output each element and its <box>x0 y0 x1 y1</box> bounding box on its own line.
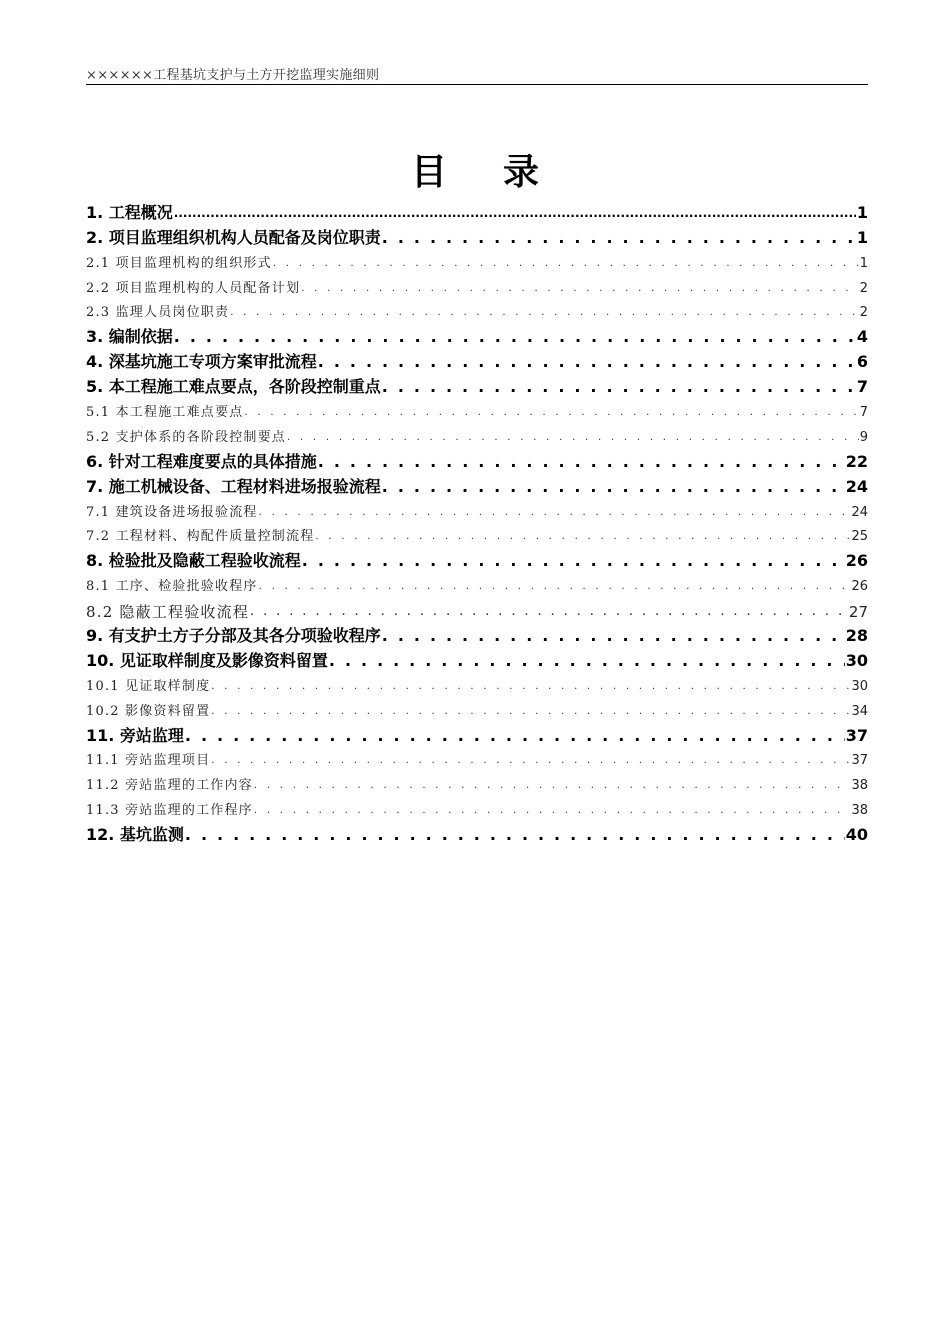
toc-entry-label: 7.2 工程材料、构配件质量控制流程 <box>86 529 315 545</box>
toc-dot-leader <box>185 726 845 746</box>
toc-page-number: 6 <box>856 352 868 372</box>
toc-entry-chapter[interactable] <box>86 820 868 845</box>
toc-page-number: 30 <box>845 650 868 670</box>
header-divider <box>86 84 868 85</box>
toc-page-number: 9 <box>859 429 868 445</box>
toc-dot-leader <box>211 751 850 770</box>
toc-entry-label: 2.3 监理人员岗位职责 <box>86 305 230 321</box>
toc-dot-leader <box>382 626 845 646</box>
toc-page-number: 38 <box>851 778 868 794</box>
toc-entry-label: 8.1 工序、检验批验收程序 <box>86 579 258 595</box>
toc-dot-leader <box>301 279 859 298</box>
toc-entry-label: 11.1 旁站监理项目 <box>86 753 211 769</box>
toc-entry-label: 8.2 隐蔽工程验收流程 <box>86 603 250 622</box>
toc-entry-label: 7.1 建筑设备进场报验流程 <box>86 504 258 520</box>
toc-page-number: 37 <box>845 725 868 745</box>
table-of-contents <box>86 198 868 845</box>
toc-dot-leader <box>259 503 851 522</box>
toc-page-number: 34 <box>851 703 868 719</box>
toc-entry-chapter[interactable] <box>86 223 868 248</box>
toc-entry-section[interactable] <box>86 746 868 771</box>
toc-entry-section[interactable] <box>86 422 868 447</box>
toc-dot-leader <box>230 303 859 322</box>
toc-dot-leader <box>211 677 850 696</box>
toc-entry-section[interactable] <box>86 248 868 273</box>
toc-entry-chapter[interactable] <box>86 372 868 397</box>
toc-entry-label: 7. 施工机械设备、工程材料进场报验流程 <box>86 476 381 496</box>
toc-dot-leader <box>174 327 856 347</box>
toc-entry-section[interactable] <box>86 497 868 522</box>
toc-page-number: 1 <box>856 227 868 247</box>
toc-dot-leader <box>302 551 845 571</box>
toc-entry-label: 5. 本工程施工难点要点，各阶段控制重点 <box>86 377 381 397</box>
toc-page-number: 22 <box>845 451 868 471</box>
toc-page-number: 27 <box>848 603 868 622</box>
toc-entry-section[interactable] <box>86 596 868 621</box>
toc-dot-leader <box>382 377 856 397</box>
toc-title: 目录 <box>410 152 595 193</box>
toc-entry-label: 10. 见证取样制度及影像资料留置 <box>86 650 328 670</box>
toc-page-number: 1 <box>859 255 868 271</box>
toc-entry-label: 8. 检验批及隐蔽工程验收流程 <box>86 551 301 571</box>
toc-entry-label: 5.1 本工程施工难点要点 <box>86 405 244 421</box>
toc-entry-label: 10.1 见证取样制度 <box>86 678 211 694</box>
toc-entry-label: 5.2 支护体系的各阶段控制要点 <box>86 429 287 445</box>
toc-page-number: 26 <box>845 551 868 571</box>
toc-dot-leader <box>244 403 858 422</box>
toc-entry-label: 2. 项目监理组织机构人员配备及岗位职责 <box>86 227 381 247</box>
toc-page-number: 28 <box>845 626 868 646</box>
toc-page-number: 7 <box>859 405 868 421</box>
toc-dot-leader <box>287 428 859 447</box>
toc-dot-leader <box>315 527 850 546</box>
toc-page-number: 40 <box>845 825 868 845</box>
toc-entry-section[interactable] <box>86 696 868 721</box>
toc-entry-chapter[interactable] <box>86 322 868 347</box>
toc-page-number: 2 <box>859 280 868 296</box>
toc-page-number: 1 <box>856 202 868 222</box>
toc-entry-chapter[interactable] <box>86 472 868 497</box>
toc-entry-section[interactable] <box>86 671 868 696</box>
toc-page-number: 30 <box>851 678 868 694</box>
toc-entry-label: 2.1 项目监理机构的组织形式 <box>86 255 272 271</box>
toc-entry-section[interactable] <box>86 571 868 596</box>
toc-dot-leader <box>250 601 848 621</box>
toc-entry-label: 10.2 影像资料留置 <box>86 703 211 719</box>
toc-entry-chapter[interactable] <box>86 347 868 372</box>
toc-entry-section[interactable] <box>86 770 868 795</box>
toc-entry-label: 12. 基坑监测 <box>86 825 184 845</box>
toc-entry-chapter[interactable] <box>86 546 868 571</box>
toc-page-number: 7 <box>856 377 868 397</box>
toc-page-number: 4 <box>856 327 868 347</box>
toc-dot-leader <box>382 477 845 497</box>
toc-dot-leader <box>329 651 845 671</box>
toc-entry-section[interactable] <box>86 273 868 298</box>
toc-entry-section[interactable] <box>86 397 868 422</box>
running-header: ××××××工程基坑支护与土方开挖监理实施细则 <box>86 68 380 83</box>
toc-entry-chapter[interactable] <box>86 447 868 472</box>
toc-page-number: 37 <box>851 753 868 769</box>
toc-entry-section[interactable] <box>86 795 868 820</box>
toc-entry-label: 3. 编制依据 <box>86 327 173 347</box>
toc-entry-label: 1. 工程概况 <box>86 202 173 222</box>
toc-page-number: 25 <box>851 529 868 545</box>
toc-page-number: 24 <box>851 504 868 520</box>
toc-dot-leader <box>318 452 845 472</box>
toc-entry-label: 6. 针对工程难度要点的具体措施 <box>86 451 317 471</box>
toc-dot-leader <box>273 254 859 273</box>
toc-entry-label: 11. 旁站监理 <box>86 725 184 745</box>
toc-dot-leader <box>254 801 851 820</box>
toc-entry-label: 4. 深基坑施工专项方案审批流程 <box>86 352 317 372</box>
toc-dot-leader <box>259 577 851 596</box>
toc-page-number: 2 <box>859 305 868 321</box>
toc-entry-label: 2.2 项目监理机构的人员配备计划 <box>86 280 301 296</box>
toc-entry-section[interactable] <box>86 298 868 323</box>
toc-dot-leader <box>318 352 856 372</box>
toc-entry-label: 11.2 旁站监理的工作内容 <box>86 778 253 794</box>
toc-entry-chapter[interactable] <box>86 621 868 646</box>
toc-dot-leader <box>211 702 850 721</box>
toc-entry-chapter[interactable] <box>86 198 868 223</box>
toc-dot-leader <box>174 202 856 223</box>
toc-page-number: 24 <box>845 476 868 496</box>
toc-dot-leader <box>254 776 851 795</box>
toc-entry-section[interactable] <box>86 522 868 547</box>
toc-entry-chapter[interactable] <box>86 721 868 746</box>
toc-entry-label: 11.3 旁站监理的工作程序 <box>86 803 253 819</box>
toc-page-number: 26 <box>851 579 868 595</box>
toc-dot-leader <box>382 228 856 248</box>
toc-dot-leader <box>185 825 845 845</box>
toc-entry-label: 9. 有支护土方子分部及其各分项验收程序 <box>86 626 381 646</box>
toc-entry-chapter[interactable] <box>86 646 868 671</box>
toc-page-number: 38 <box>851 803 868 819</box>
